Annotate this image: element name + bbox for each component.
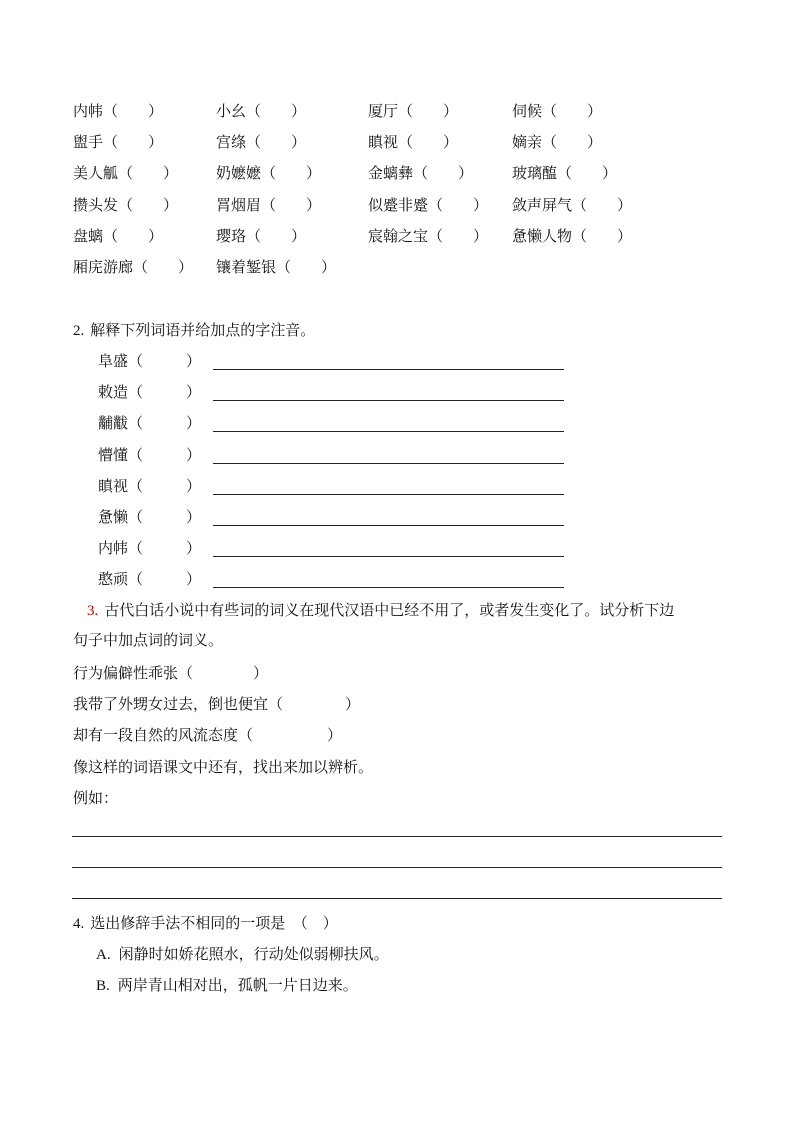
q1-term[interactable]: 玻璃醢（ ） [512, 164, 618, 182]
q2-close-paren: ） [186, 570, 202, 588]
q1-term[interactable]: 敛声屏气（ ） [512, 196, 633, 214]
q2-close-paren: ） [186, 352, 202, 370]
q3-answer-line-2[interactable] [72, 867, 722, 868]
q2-close-paren: ） [186, 446, 202, 464]
q1-term[interactable]: 盥手（ ） [73, 133, 164, 151]
q3-sentence-close: ） [327, 726, 343, 744]
q3-sentence-text: 却有一段自然的风流态度（ [73, 726, 254, 744]
q2-close-paren: ） [186, 508, 202, 526]
q2-answer-line[interactable] [213, 525, 564, 526]
q4-option-letter: A. [96, 947, 111, 963]
q1-term[interactable]: 内帏（ ） [73, 102, 164, 120]
q1-term[interactable]: 璎珞（ ） [216, 227, 307, 245]
q2-word: 阜盛（ [98, 352, 144, 370]
q3-prompt-line2: 句子中加点词的词义。 [73, 631, 224, 649]
q3-sentence-2 [73, 694, 360, 714]
q4-option-a[interactable] [96, 944, 389, 965]
q1-term[interactable]: 瞋视（ ） [368, 133, 459, 151]
q3-sentence-close: ） [253, 664, 269, 682]
q4-heading [73, 913, 338, 934]
q2-answer-line[interactable] [213, 463, 564, 464]
q2-word: 惫懒（ [98, 508, 144, 526]
q2-close-paren: ） [186, 539, 202, 557]
q1-term[interactable]: 罥烟眉（ ） [216, 196, 322, 214]
q2-answer-line[interactable] [213, 587, 564, 588]
q4-prompt: 选出修辞手法不相同的一项是 （ ） [90, 914, 338, 932]
q1-term[interactable]: 厢庑游廊（ ） [73, 258, 194, 276]
q3-heading [87, 600, 674, 621]
q2-close-paren: ） [186, 477, 202, 495]
q4-option-b[interactable] [96, 975, 358, 996]
q2-word: 憨顽（ [98, 570, 144, 588]
q2-answer-line[interactable] [213, 494, 564, 495]
q2-answer-line[interactable] [213, 556, 564, 557]
q2-answer-line[interactable] [213, 369, 564, 370]
q2-word: 敕造（ [98, 383, 144, 401]
q1-term[interactable]: 攒头发（ ） [73, 196, 179, 214]
q2-answer-line[interactable] [213, 431, 564, 432]
q2-word: 懵懂（ [98, 446, 144, 464]
q4-option-text: 两岸青山相对出，孤帆一片日边来。 [117, 976, 358, 994]
q3-sentence-3 [73, 725, 342, 745]
q4-number: 4. [73, 916, 85, 932]
q2-word: 瞋视（ [98, 477, 144, 495]
q1-term[interactable]: 嫡亲（ ） [512, 133, 603, 151]
q1-term[interactable]: 美人觚（ ） [73, 164, 179, 182]
q2-close-paren: ） [186, 414, 202, 432]
q1-term[interactable]: 小幺（ ） [216, 102, 307, 120]
q2-close-paren: ） [186, 383, 202, 401]
q1-term[interactable]: 金螭彝（ ） [368, 164, 474, 182]
q1-term[interactable]: 宸翰之宝（ ） [368, 227, 489, 245]
q3-number: 3. [87, 603, 99, 619]
q1-term[interactable]: 厦厅（ ） [368, 102, 459, 120]
q3-sentence-1 [73, 663, 268, 683]
q1-term[interactable]: 镶着錾银（ ） [216, 258, 337, 276]
q3-answer-line-3[interactable] [72, 898, 722, 899]
q3-sentence-close: ） [345, 695, 361, 713]
q2-prompt: 解释下列词语并给加点的字注音。 [90, 321, 316, 339]
q3-prompt-line1: 古代白话小说中有些词的词义在现代汉语中已经不用了，或者发生变化了。试分析下边 [104, 601, 675, 619]
q2-number: 2. [73, 323, 85, 339]
q1-term[interactable]: 盘螭（ ） [73, 227, 164, 245]
q2-answer-line[interactable] [213, 400, 564, 401]
q3-instruction: 像这样的词语课文中还有，找出来加以辨析。 [73, 758, 374, 776]
q1-term[interactable]: 惫懒人物（ ） [512, 227, 633, 245]
q2-word: 黼黻（ [98, 414, 144, 432]
q2-word: 内帏（ [98, 539, 144, 557]
q3-sentence-text: 行为偏僻性乖张（ [73, 664, 194, 682]
q1-term[interactable]: 宫绦（ ） [216, 133, 307, 151]
q4-option-letter: B. [96, 978, 110, 994]
q1-term[interactable]: 似蹙非蹙（ ） [368, 196, 489, 214]
q2-heading [73, 320, 315, 341]
q3-answer-line-1[interactable] [72, 836, 722, 837]
q3-example-label: 例如： [73, 789, 119, 807]
q1-term[interactable]: 伺候（ ） [512, 102, 603, 120]
q3-sentence-text: 我带了外甥女过去，倒也便宜（ [73, 695, 284, 713]
q1-term[interactable]: 奶嬷嬷（ ） [216, 164, 322, 182]
q4-option-text: 闲静时如娇花照水，行动处似弱柳扶风。 [118, 945, 389, 963]
